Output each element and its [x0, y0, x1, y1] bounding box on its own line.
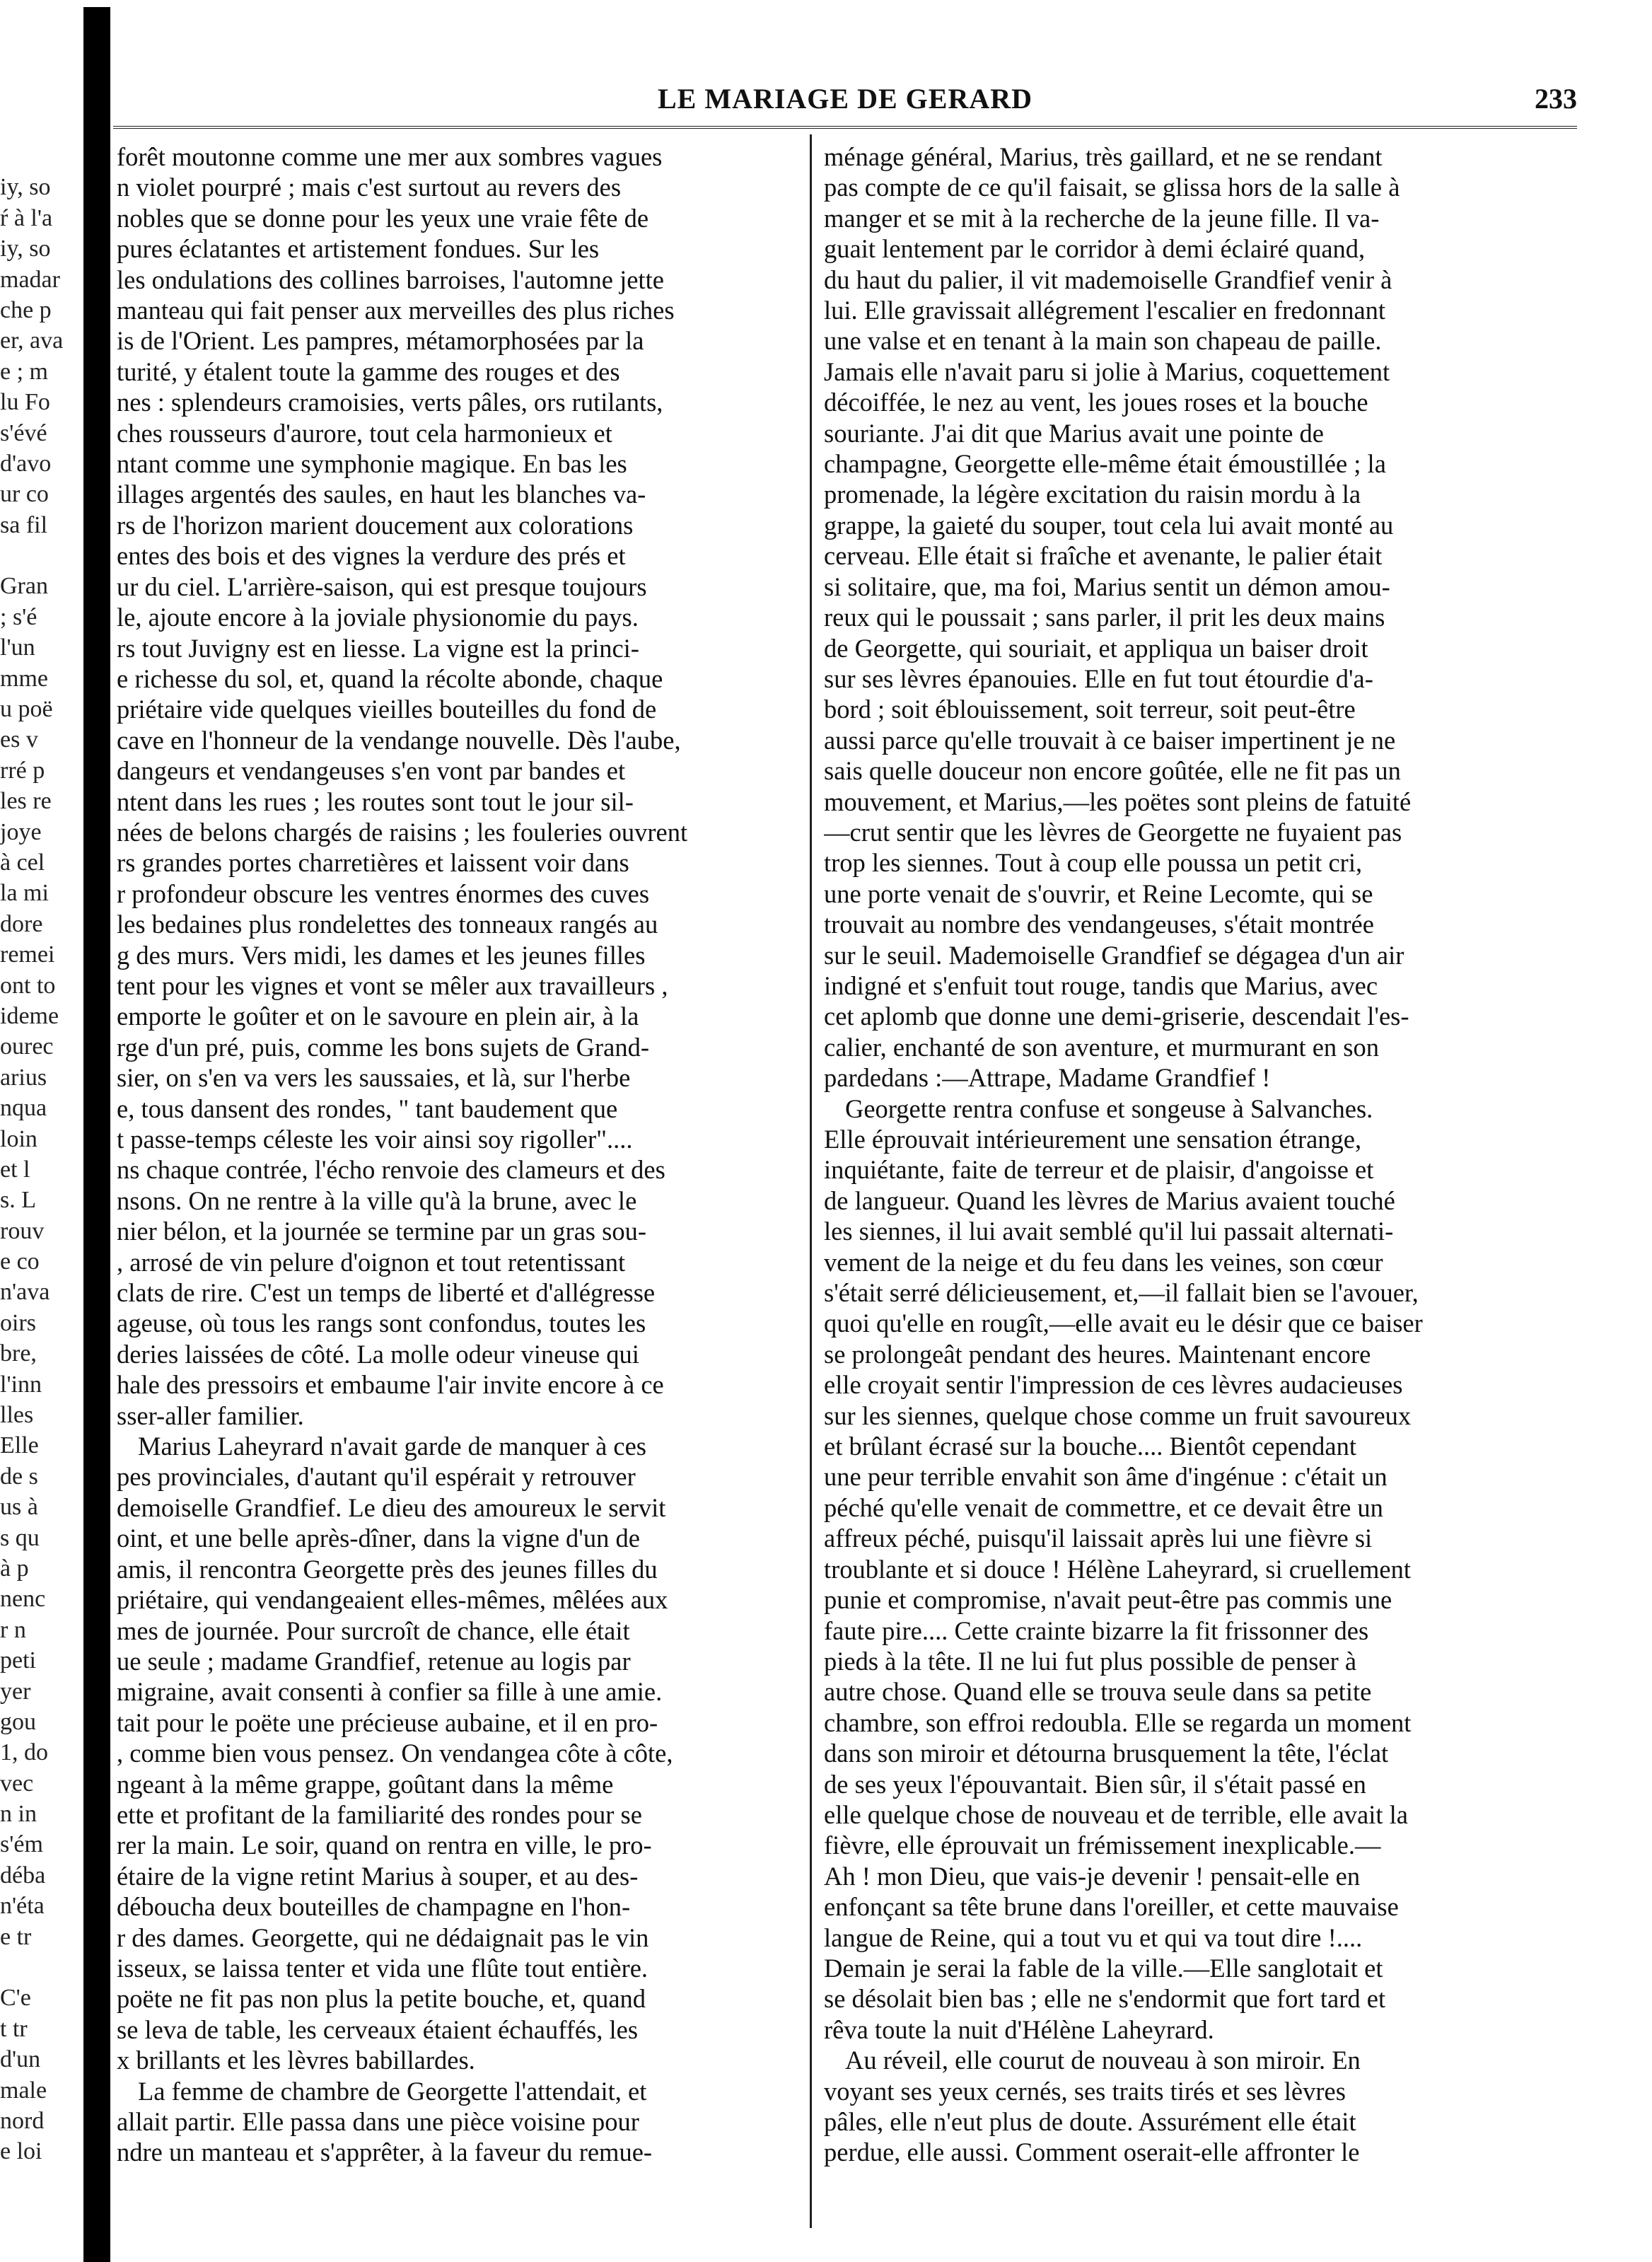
- text-line: ageuse, où tous les rangs sont confondus, toutes les: [117, 1309, 646, 1338]
- text-line: les ondulations des collines barroises, l'automne jette: [117, 265, 664, 294]
- margin-fragment: bre,: [0, 1340, 37, 1367]
- margin-fragment: vec: [0, 1770, 34, 1797]
- margin-fragment: C'e: [0, 1985, 31, 2012]
- text-line: Jamais elle n'avait paru si jolie à Marius, coquettement: [824, 356, 1390, 386]
- margin-fragment: et l: [0, 1156, 30, 1183]
- text-line: s'était serré délicieusement, et,—il fallait bien se l'avouer,: [824, 1278, 1419, 1308]
- margin-fragment: ont to: [0, 972, 56, 999]
- text-line: t passe-temps céleste les voir ainsi soy rigoller"....: [117, 1125, 633, 1154]
- text-line: rs de l'horizon marient doucement aux colorations: [117, 510, 634, 540]
- running-title: LE MARIAGE DE GERARD: [657, 83, 1033, 115]
- margin-fragment: joye: [0, 818, 42, 845]
- text-line: turité, y étalent toute la gamme des rouges et des: [117, 356, 620, 386]
- margin-fragment: nqua: [0, 1095, 47, 1122]
- margin-fragment: n in: [0, 1801, 37, 1828]
- margin-fragment: remei: [0, 941, 55, 968]
- margin-fragment: Elle: [0, 1432, 39, 1459]
- text-line: ndre un manteau et s'apprêter, à la faveur du remue-: [117, 2138, 653, 2167]
- margin-fragment: gou: [0, 1708, 36, 1735]
- text-line: trouvait au nombre des vendangeuses, s'était montrée: [824, 910, 1374, 939]
- text-line: ns chaque contrée, l'écho renvoie des clameurs et des: [117, 1155, 665, 1185]
- text-line: une peur terrible envahit son âme d'ingénue : c'était un: [824, 1462, 1388, 1492]
- text-line: ménage général, Marius, très gaillard, et ne se rendant: [824, 142, 1383, 171]
- text-line: reux qui le poussait ; sans parler, il prit les deux mains: [824, 603, 1385, 632]
- text-line: souriante. J'ai dit que Marius avait une pointe de: [824, 418, 1324, 448]
- text-line: emporte le goûter et on le savoure en plein air, à la: [117, 1002, 639, 1031]
- text-line: les siennes, il lui avait semblé qu'il lui passait alternati-: [824, 1217, 1394, 1246]
- column-divider: [810, 134, 812, 2228]
- margin-fragment: [0, 1952, 83, 1983]
- text-line: Marius Laheyrard n'avait garde de manquer à ces: [138, 1432, 647, 1461]
- text-line: promenade, la légère excitation du raisin mordu à la: [824, 480, 1361, 509]
- text-line: entes des bois et des vignes la verdure des prés et: [117, 541, 626, 571]
- text-line: une valse et en tenant à la main son chapeau de paille.: [824, 326, 1382, 356]
- text-line: tent pour les vignes et vont se mêler aux travailleurs ,: [117, 970, 668, 1000]
- margin-fragment: Gran: [0, 573, 48, 600]
- margin-fragment: rouv: [0, 1217, 45, 1244]
- margin-fragment: 1, do: [0, 1739, 48, 1766]
- text-line: lui. Elle gravissait allégrement l'escalier en fredonnant: [824, 296, 1386, 325]
- margin-fragment: [0, 540, 83, 571]
- margin-fragment: s'évé: [0, 419, 47, 446]
- margin-fragment: e ; m: [0, 358, 48, 385]
- text-line: pieds à la tête. Il ne lui fut plus possible de penser à: [824, 1646, 1357, 1676]
- text-line: e, tous dansent des rondes, " tant baudement que: [117, 1094, 618, 1123]
- margin-fragment: la mi: [0, 880, 49, 907]
- text-line: sser-aller familier.: [117, 1400, 304, 1430]
- margin-fragment: nenc: [0, 1586, 46, 1613]
- margin-fragment: madar: [0, 266, 60, 293]
- margin-fragment: es v: [0, 726, 38, 753]
- margin-fragment: ; s'é: [0, 603, 37, 630]
- text-line: le, ajoute encore à la joviale physionomie du pays.: [117, 603, 639, 632]
- right-column: [824, 141, 1570, 2168]
- text-line: grappe, la gaieté du souper, tout cela lui avait monté au: [824, 510, 1394, 540]
- page-number: 233: [1535, 83, 1577, 115]
- text-line: hale des pressoirs et embaume l'air invite encore à ce: [117, 1370, 664, 1400]
- margin-fragment: r n: [0, 1616, 26, 1643]
- text-line: perdue, elle aussi. Comment oserait-elle affronter le: [824, 2138, 1360, 2167]
- margin-fragment: ur co: [0, 481, 49, 508]
- text-line: quoi qu'elle en rougît,—elle avait eu le désir que ce baiser: [824, 1309, 1423, 1338]
- text-line: priétaire, qui vendangeaient elles-mêmes, mêlées aux: [117, 1585, 668, 1615]
- text-line: clats de rire. C'est un temps de liberté et d'allégresse: [117, 1278, 656, 1308]
- text-line: e richesse du sol, et, quand la récolte abonde, chaque: [117, 663, 663, 693]
- text-line: calier, enchanté de son aventure, et murmurant en son: [824, 1032, 1379, 1062]
- margin-fragment: oirs: [0, 1309, 36, 1336]
- margin-fragment: loin: [0, 1125, 37, 1152]
- text-line: illages argentés des saules, en haut les blanches va-: [117, 480, 646, 509]
- text-line: faute pire.... Cette crainte bizarre la fit frissonner des: [824, 1616, 1369, 1645]
- text-line: dans son miroir et détourna brusquement la tête, l'éclat: [824, 1739, 1389, 1768]
- margin-fragment: iy, so: [0, 174, 51, 201]
- margin-fragment: lu Fo: [0, 389, 50, 416]
- margin-fragment: us à: [0, 1494, 38, 1521]
- margin-fragment: e loi: [0, 2138, 42, 2165]
- margin-fragment: à p: [0, 1555, 29, 1582]
- text-line: demoiselle Grandfief. Le dieu des amoureux le servit: [117, 1492, 666, 1522]
- text-line: , comme bien vous pensez. On vendangea côte à côte,: [117, 1739, 673, 1768]
- text-line: nier bélon, et la journée se termine par un gras sou-: [117, 1217, 646, 1246]
- text-line: Au réveil, elle courut de nouveau à son miroir. En: [845, 2046, 1361, 2075]
- text-line: rêva toute la nuit d'Hélène Laheyrard.: [824, 2014, 1214, 2044]
- text-line: cet aplomb que donne une demi-griserie, descendait l'es-: [824, 1002, 1409, 1031]
- margin-fragment: u poë: [0, 696, 53, 723]
- header-rule: [113, 126, 1577, 129]
- margin-fragment: ideme: [0, 1002, 59, 1029]
- text-line: chambre, son effroi redoubla. Elle se regarda un moment: [824, 1707, 1412, 1737]
- margin-fragment: d'un: [0, 2046, 41, 2073]
- text-line: manger et se mit à la recherche de la jeune fille. Il va-: [824, 203, 1380, 233]
- text-line: pardedans :—Attrape, Madame Grandfief !: [824, 1063, 1271, 1093]
- text-line: rs tout Juvigny est en liesse. La vigne est la princi-: [117, 633, 639, 663]
- text-line: sur les siennes, quelque chose comme un fruit savoureux: [824, 1400, 1412, 1430]
- margin-fragment: peti: [0, 1647, 36, 1674]
- text-line: cave en l'honneur de la vendange nouvelle. Dès l'aube,: [117, 725, 681, 755]
- text-line: nsons. On ne rentre à la ville qu'à la brune, avec le: [117, 1185, 637, 1215]
- text-line: sier, on s'en va vers les saussaies, et là, sur l'herbe: [117, 1063, 631, 1093]
- text-line: rer la main. Le soir, quand on rentra en ville, le pro-: [117, 1831, 652, 1860]
- text-line: elle quelque chose de nouveau et de terrible, elle avait la: [824, 1799, 1408, 1829]
- text-line: nobles que se donne pour les yeux une vraie fête de: [117, 203, 649, 233]
- text-line: ntant comme une symphonie magique. En bas les: [117, 449, 627, 479]
- text-line: ur du ciel. L'arrière-saison, qui est presque toujours: [117, 572, 647, 601]
- text-line: les bedaines plus rondelettes des tonneaux rangés au: [117, 910, 658, 939]
- text-line: aussi parce qu'elle trouvait à ce baiser impertinent je ne: [824, 725, 1396, 755]
- margin-fragment: mme: [0, 665, 48, 692]
- text-line: n violet pourpré ; mais c'est surtout au revers des: [117, 173, 622, 202]
- text-line: x brillants et les lèvres babillardes.: [117, 2046, 475, 2075]
- text-line: migraine, avait consenti à confier sa fille à une amie.: [117, 1677, 663, 1707]
- text-line: rge d'un pré, puis, comme les bons sujets de Grand-: [117, 1032, 649, 1062]
- text-line: amis, il rencontra Georgette près des jeunes filles du: [117, 1554, 658, 1584]
- left-margin-fragments: [0, 141, 83, 2167]
- text-line: sur le seuil. Mademoiselle Grandfief se dégagea d'un air: [824, 940, 1404, 970]
- text-line: sur ses lèvres épanouies. Elle en fut tout étourdie d'a-: [824, 663, 1373, 693]
- text-line: champagne, Georgette elle-même était émoustillée ; la: [824, 449, 1386, 479]
- margin-fragment: e tr: [0, 1923, 32, 1950]
- margin-fragment: de s: [0, 1463, 38, 1490]
- text-line: pas compte de ce qu'il faisait, se glissa hors de la salle à: [824, 173, 1400, 202]
- text-line: forêt moutonne comme une mer aux sombres vagues: [117, 142, 663, 171]
- margin-fragment: les re: [0, 788, 52, 815]
- text-line: enfonçant sa tête brune dans l'oreiller, et cette mauvaise: [824, 1892, 1399, 1922]
- text-line: , arrosé de vin pelure d'oignon et tout retentissant: [117, 1247, 626, 1277]
- margin-fragment: ourec: [0, 1033, 54, 1060]
- text-line: de ses yeux l'épouvantait. Bien sûr, il s'était passé en: [824, 1769, 1366, 1799]
- margin-fragment: che p: [0, 296, 52, 323]
- margin-fragment: iy, so: [0, 236, 51, 262]
- text-line: cerveau. Elle était si fraîche et avenante, le palier était: [824, 541, 1383, 571]
- margin-fragment: s qu: [0, 1524, 40, 1551]
- text-line: trop les siennes. Tout à coup elle poussa un petit cri,: [824, 848, 1363, 878]
- text-line: indigné et s'enfuit tout rouge, tandis que Marius, avec: [824, 970, 1378, 1000]
- text-line: manteau qui fait penser aux merveilles des plus riches: [117, 296, 675, 325]
- text-line: dangeurs et vendangeuses s'en vont par bandes et: [117, 756, 626, 786]
- text-line: troublante et si douce ! Hélène Laheyrard, si cruellement: [824, 1554, 1412, 1584]
- text-line: ches rousseurs d'aurore, tout cela harmonieux et: [117, 418, 612, 448]
- margin-fragment: rré p: [0, 757, 45, 784]
- margin-fragment: d'avo: [0, 450, 52, 477]
- text-line: rs grandes portes charretières et laissent voir dans: [117, 848, 629, 878]
- text-line: allait partir. Elle passa dans une pièce voisine pour: [117, 2107, 639, 2136]
- text-line: se prolongeât pendant des heures. Maintenant encore: [824, 1339, 1371, 1369]
- binding-gutter-bar: [83, 7, 110, 2262]
- text-line: pâles, elle n'eut plus de doute. Assurément elle était: [824, 2107, 1356, 2136]
- text-line: fièvre, elle éprouvait un frémissement inexplicable.—: [824, 1831, 1381, 1860]
- text-line: déboucha deux bouteilles de champagne en l'hon-: [117, 1892, 631, 1922]
- margin-fragment: à cel: [0, 849, 45, 876]
- text-line: guait lentement par le corridor à demi éclairé quand,: [824, 234, 1366, 264]
- text-line: nes : splendeurs cramoisies, verts pâles, ors rutilants,: [117, 388, 663, 417]
- text-line: La femme de chambre de Georgette l'attendait, et: [138, 2076, 647, 2106]
- text-line: ngeant à la même grappe, goûtant dans la même: [117, 1769, 614, 1799]
- text-line: pures éclatantes et artistement fondues. Sur les: [117, 234, 600, 264]
- text-line: une porte venait de s'ouvrir, et Reine Lecomte, qui se: [824, 878, 1373, 908]
- margin-fragment: male: [0, 2077, 47, 2104]
- margin-fragment: t tr: [0, 2015, 28, 2042]
- left-column: [117, 141, 799, 2168]
- text-line: Ah ! mon Dieu, que vais-je devenir ! pensait-elle en: [824, 1861, 1361, 1891]
- margin-fragment: n'ava: [0, 1279, 50, 1306]
- text-line: isseux, se laissa tenter et vida une flûte tout entière.: [117, 1953, 648, 1983]
- text-line: de langueur. Quand les lèvres de Marius avaient touché: [824, 1185, 1395, 1215]
- margin-fragment: déba: [0, 1862, 46, 1889]
- text-line: mouvement, et Marius,—les poëtes sont pleins de fatuité: [824, 787, 1412, 816]
- text-line: deries laissées de côté. La molle odeur vineuse qui: [117, 1339, 639, 1369]
- text-line: nées de belons chargés de raisins ; les fouleries ouvrent: [117, 817, 688, 847]
- margin-fragment: s'ém: [0, 1831, 43, 1858]
- text-line: mes de journée. Pour surcroît de chance, elle était: [117, 1616, 630, 1645]
- text-line: inquiétante, faite de terreur et de plaisir, d'angoisse et: [824, 1155, 1374, 1185]
- text-line: langue de Reine, qui a tout vu et qui va tout dire !....: [824, 1922, 1363, 1952]
- margin-fragment: ŕ à l'a: [0, 204, 53, 231]
- text-line: punie et compromise, n'avait peut-être pas commis une: [824, 1585, 1392, 1615]
- margin-fragment: sa fil: [0, 511, 48, 538]
- text-line: voyant ses yeux cernés, ses traits tirés et ses lèvres: [824, 2076, 1346, 2106]
- text-line: r profondeur obscure les ventres énormes des cuves: [117, 878, 650, 908]
- text-line: sais quelle douceur non encore goûtée, elle ne fit pas un: [824, 756, 1401, 786]
- text-line: tait pour le poëte une précieuse aubaine, et il en pro-: [117, 1707, 658, 1737]
- margin-fragment: l'un: [0, 634, 35, 661]
- text-line: bord ; soit éblouissement, soit terreur, soit peut-être: [824, 695, 1356, 724]
- text-line: affreux péché, puisqu'il laissait après lui une fièvre si: [824, 1524, 1373, 1553]
- text-line: vement de la neige et du feu dans les veines, son cœur: [824, 1247, 1383, 1277]
- text-line: ue seule ; madame Grandfief, retenue au logis par: [117, 1646, 631, 1676]
- text-line: poëte ne fit pas non plus la petite bouche, et, quand: [117, 1984, 646, 2014]
- text-line: priétaire vide quelques vieilles bouteilles du fond de: [117, 695, 657, 724]
- text-line: oint, et une belle après-dîner, dans la vigne d'un de: [117, 1524, 640, 1553]
- text-line: is de l'Orient. Les pampres, métamorphosées par la: [117, 326, 644, 356]
- margin-fragment: er, ava: [0, 327, 64, 354]
- text-line: pes provinciales, d'autant qu'il espérait y retrouver: [117, 1462, 636, 1492]
- text-line: décoiffée, le nez au vent, les joues roses et la bouche: [824, 388, 1368, 417]
- text-line: du haut du palier, il vit mademoiselle Grandfief venir à: [824, 265, 1392, 294]
- margin-fragment: dore: [0, 910, 43, 937]
- margin-fragment: [0, 141, 83, 172]
- text-line: r des dames. Georgette, qui ne dédaignait pas le vin: [117, 1922, 649, 1952]
- text-line: se leva de table, les cerveaux étaient échauffés, les: [117, 2014, 639, 2044]
- text-line: de Georgette, qui souriait, et appliqua un baiser droit: [824, 633, 1368, 663]
- margin-fragment: s. L: [0, 1187, 36, 1214]
- text-line: g des murs. Vers midi, les dames et les jeunes filles: [117, 940, 646, 970]
- text-line: Georgette rentra confuse et songeuse à Salvanches.: [845, 1094, 1373, 1123]
- text-line: Demain je serai la fable de la ville.—Elle sanglotait et: [824, 1953, 1383, 1983]
- text-line: se désolait bien bas ; elle ne s'endormit que fort tard et: [824, 1984, 1386, 2014]
- text-line: —crut sentir que les lèvres de Georgette ne fuyaient pas: [824, 817, 1402, 847]
- text-line: péché qu'elle venait de commettre, et ce devait être un: [824, 1492, 1383, 1522]
- margin-fragment: nord: [0, 2108, 45, 2134]
- text-line: étaire de la vigne retint Marius à souper, et au des-: [117, 1861, 639, 1891]
- text-line: ntent dans les rues ; les routes sont tout le jour sil-: [117, 787, 634, 816]
- margin-fragment: arius: [0, 1064, 47, 1091]
- margin-fragment: e co: [0, 1248, 40, 1275]
- text-line: elle croyait sentir l'impression de ces lèvres audacieuses: [824, 1370, 1403, 1400]
- margin-fragment: yer: [0, 1678, 31, 1705]
- text-line: si solitaire, que, ma foi, Marius sentit un démon amou-: [824, 572, 1390, 601]
- text-line: Elle éprouvait intérieurement une sensation étrange,: [824, 1125, 1362, 1154]
- margin-fragment: l'inn: [0, 1371, 42, 1398]
- margin-fragment: n'éta: [0, 1893, 45, 1920]
- margin-fragment: lles: [0, 1402, 34, 1429]
- running-header: [113, 82, 1577, 124]
- text-line: ette et profitant de la familiarité des rondes pour se: [117, 1799, 642, 1829]
- text-line: autre chose. Quand elle se trouva seule dans sa petite: [824, 1677, 1372, 1707]
- text-line: et brûlant écrasé sur la bouche.... Bientôt cependant: [824, 1432, 1357, 1461]
